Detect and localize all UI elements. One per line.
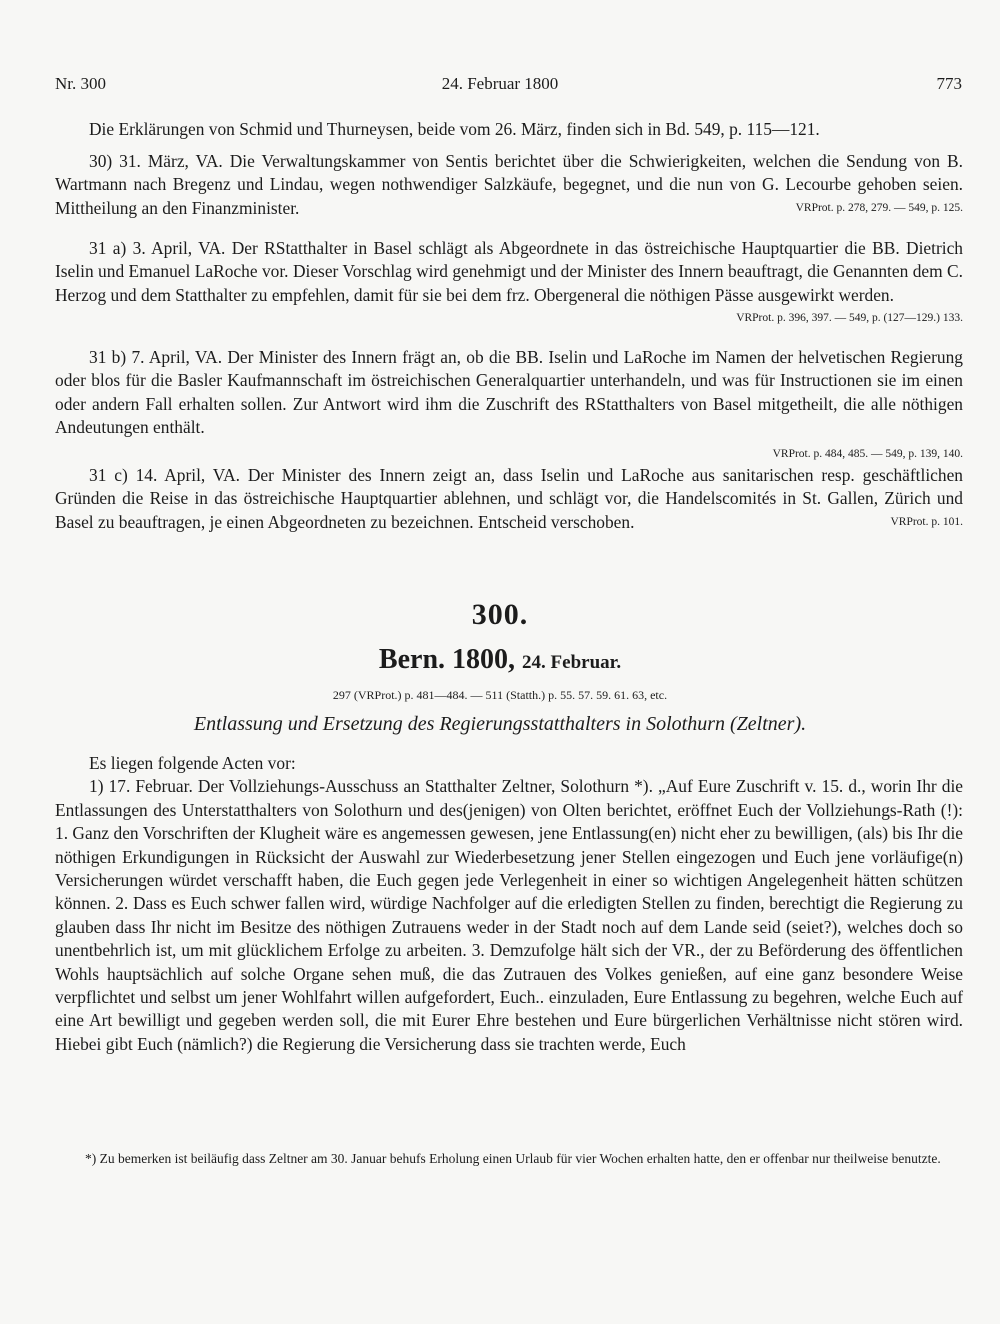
entry-31b-ref: VRProt. p. 484, 485. — 549, p. 139, 140. bbox=[772, 447, 963, 460]
entry-text bbox=[55, 237, 963, 325]
entry-31b-text: 31 b) 7. April, VA. Der Minister des Innern frägt an, ob die BB. Iselin und LaRoche im Namen der helvetischen Regierung oder blos für die Basler Kaufmannschaft im östreichischen Generalquartier unterhandeln, und was für Instructionen sie im einen oder andern Fall erhalten sollen. Zur Antwort wird ihm die Zuschrift des RStatthalters von Basel mitgetheilt, die alle nöthigen Andeutungen enthält. bbox=[55, 347, 963, 438]
intro-note bbox=[55, 118, 963, 141]
body-lead: Es liegen folgende Acten vor: bbox=[89, 753, 296, 773]
section-body bbox=[55, 752, 963, 1056]
section-refs: 297 (VRProt.) p. 481—484. — 511 (Statth.) p. 55. 57. 59. 61. 63, etc. bbox=[332, 688, 668, 702]
entry-31a-text: 31 a) 3. April, VA. Der RStatthalter in Basel schlägt als Abgeordnete in das östreichische Hauptquartier die BB. Dietrich Iselin und Emanuel LaRoche vor. Dieser Vorschlag wird genehmigt und der Minister des Innern beauftragt, die Genannten dem C. Herzog und dem Statthalter zu empfehlen, damit für sie bei dem frz. Obergeneral die nöthigen Pässe ausgewirkt werden. bbox=[55, 238, 963, 305]
entry-30 bbox=[55, 150, 963, 220]
body-text: 1) 17. Februar. Der Vollziehungs-Ausschuss an Statthalter Zeltner, Solothurn *). „Auf Eure Zuschrift v. 15. d., worin Ihr die Entlassungen des Unterstatthalters von Solothurn und des(jenigen) von Olten berichtet, eröffnet Euch der Vollziehungs-Rath (!): 1. Ganz den Vorschriften der Klugheit wäre es angemessen gewesen, jene Entlassung(en) nicht eher zu bewilligen, (als) bis Ihr die nöthigen Erkundigungen in Rücksicht der Auswahl zur Wiederbesetzung jener Stellen eingezogen und Euch jene vorläufige(n) Versicherungen würdet verschafft haben, die Euch gegen jede Verlegenheit in einer so wichtigen Angelegenheit hätten schützen können. 2. Dass es Euch schwer fallen wird, würdige Nachfolger auf die erledigten Stellen zu finden, berechtigt die Regierung zu glauben dass Ihr nicht im Besitze des nöthigen Zutrauens weder in der Stadt noch auf dem Lande seid (seiet?), welches doch so unentbehrlich ist, um mit glücklichem Erfolge zu arbeiten. 3. Demzufolge hält sich der VR., der zu Beförderung des öffentlichen Wohls hauptsächlich auf solche Organe sehen muß, die das Zutrauen des Volkes genießen, auf eine ganz besondere Weise verpflichtet und selbst um jener Wohlfahrt willen aufgefordert, Euch.. einzuladen, Eure Entlassung zu begehren, welche Euch auf eine Art bewilligt und gegeben werden soll, die mit Eurer Ehre bestehen und Eure bürgerlichen Verhältnisse nicht stören wird. Hiebei gibt Euch (nämlich?) die Regierung die Versicherung dass sie trachten werde, Euch bbox=[55, 776, 963, 1054]
section-year: 1800, bbox=[452, 644, 516, 675]
entry-31a bbox=[55, 237, 963, 331]
entry-text bbox=[55, 464, 963, 534]
entry-31a-ref: VRProt. p. 396, 397. — 549, p. (127—129.) 133. bbox=[736, 312, 963, 325]
section-number: 300. bbox=[471, 598, 529, 631]
entry-text bbox=[55, 150, 963, 220]
header-page-number: 773 bbox=[936, 74, 962, 93]
entry-30-ref: VRProt. p. 278, 279. — 549, p. 125. bbox=[795, 201, 963, 214]
section-title: Entlassung und Ersetzung des Regierungsstatthalters in Solothurn (Zeltner). bbox=[193, 713, 807, 735]
section-place-date bbox=[0, 644, 1000, 676]
entry-30-text: 30) 31. März, VA. Die Verwaltungskammer von Sentis berichtet über die Schwierigkeiten, welchen die Sendung von B. Wartmann nach Bregenz und Lindau, wegen nothwendiger Salzkäufe, begegnet, und die nun von G. Lecourbe gehoben seien. Mittheilung an den Finanzminister. bbox=[55, 151, 963, 218]
entry-31b bbox=[55, 346, 963, 466]
header-date: 24. Februar 1800 bbox=[441, 74, 559, 93]
entry-31c-text: 31 c) 14. April, VA. Der Minister des Innern zeigt an, dass Iselin und LaRoche aus sanitarischen resp. geschäftlichen Gründen die Reise in das östreichische Hauptquartier ablehnen, und schlägt vor, die Handelscomités in St. Gallen, Zürich und Basel zu beauftragen, je einen Abgeordneten zu bezeichnen. Entscheid verschoben. bbox=[55, 465, 963, 532]
intro-text: Die Erklärungen von Schmid und Thurneysen, beide vom 26. März, finden sich in Bd. 549, p. 115—121. bbox=[89, 119, 820, 139]
section-date: 24. Februar. bbox=[522, 652, 622, 673]
footnote-text: *) Zu bemerken ist beiläufig dass Zeltner am 30. Januar behufs Erholung einen Urlaub für vier Wochen erhalten hatte, den er offenbar nur theilweise benutzte. bbox=[85, 1151, 941, 1166]
section-place: Bern. bbox=[378, 644, 446, 675]
header-doc-number: Nr. 300 bbox=[55, 74, 106, 93]
entry-31b-ref-line bbox=[55, 440, 963, 466]
entry-text bbox=[55, 346, 963, 440]
entry-31c bbox=[55, 464, 963, 534]
footnote bbox=[55, 1148, 963, 1169]
entry-31c-ref: VRProt. p. 101. bbox=[890, 515, 963, 528]
